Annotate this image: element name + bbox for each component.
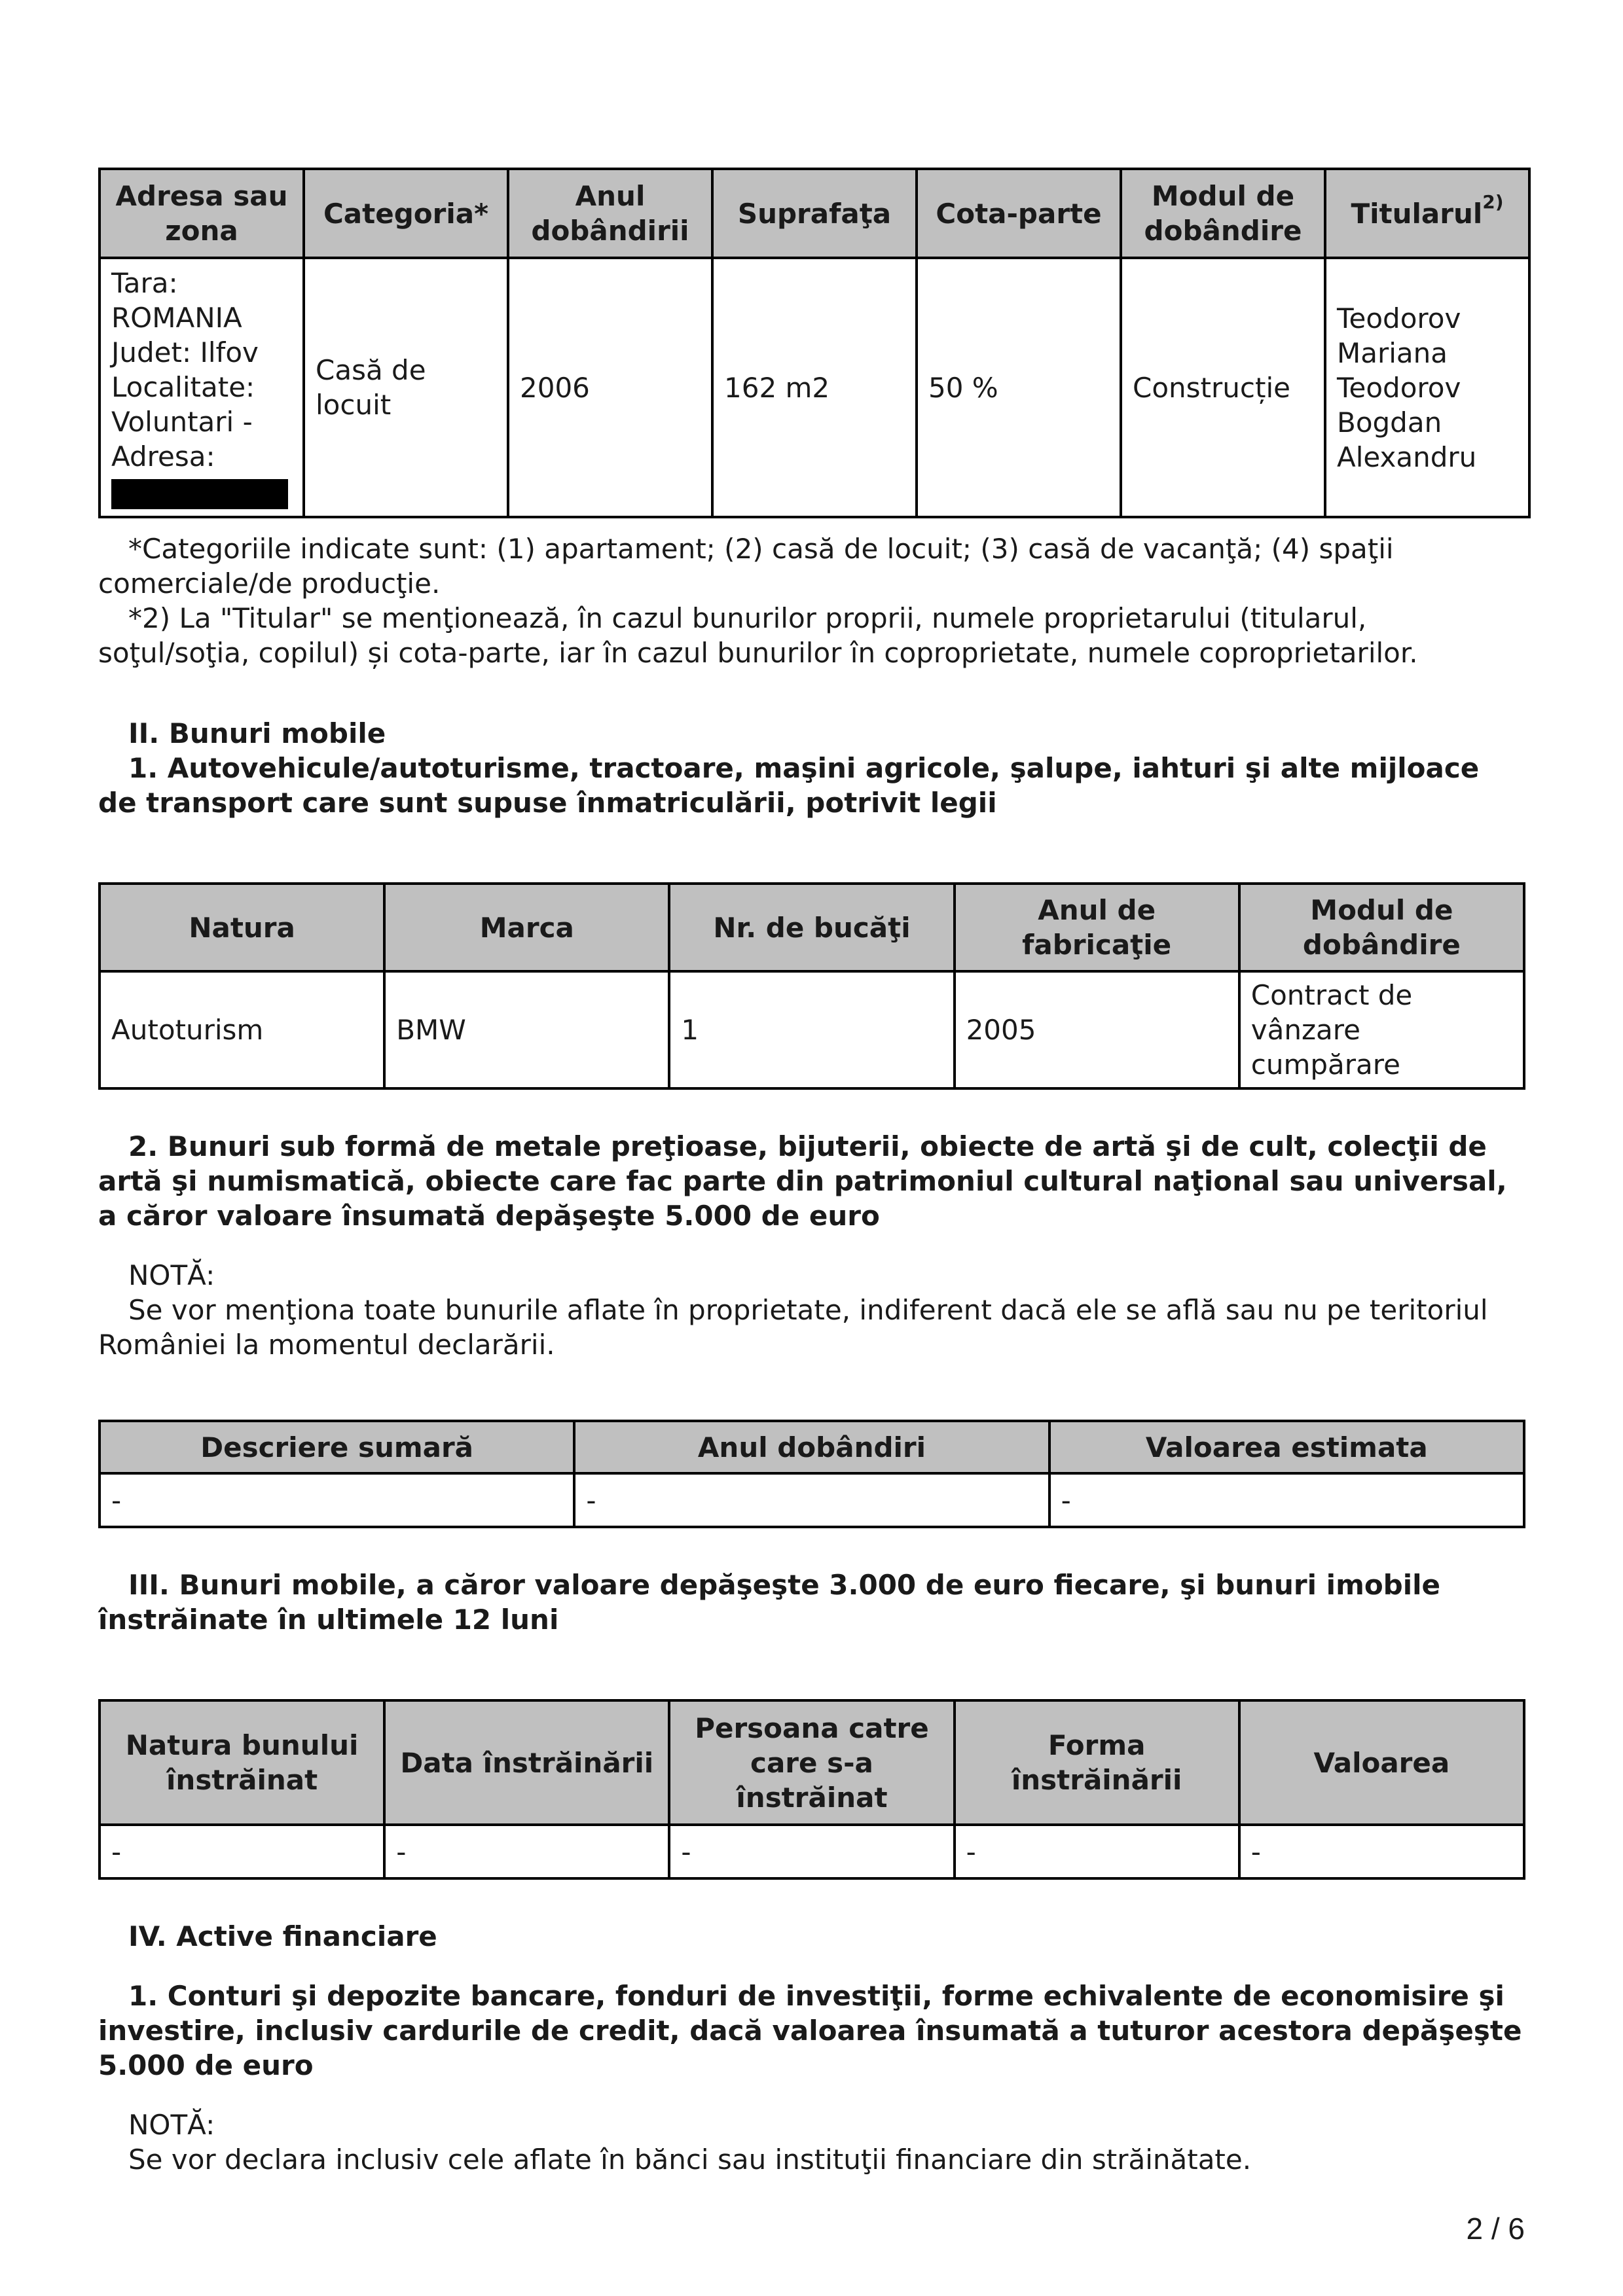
header-persoana: Persoana catre care s-a înstrăinat — [669, 1700, 954, 1825]
header-valoarea: Valoarea — [1239, 1700, 1524, 1825]
cell-nr-bucati: 1 — [669, 971, 954, 1088]
nota-text: Se vor declara inclusiv cele aflate în bănci sau instituţii financiare din străinătate. — [128, 2144, 1252, 2176]
address-line: Voluntari - — [111, 405, 253, 438]
redaction-block — [111, 479, 288, 509]
header-adresa: Adresa sau zona — [100, 169, 304, 258]
cell-anul: 2006 — [508, 258, 712, 517]
header-descriere: Descriere sumară — [100, 1421, 574, 1473]
table-row — [100, 258, 1529, 517]
header-natura-bunului: Natura bunului înstrăinat — [100, 1700, 384, 1825]
address-line: ROMANIA — [111, 301, 242, 334]
header-suprafata: Suprafaţa — [712, 169, 917, 258]
table-row — [100, 971, 1524, 1088]
cell-data-instrainarii: - — [384, 1825, 669, 1878]
footnote-marker: 2) — [1482, 190, 1504, 213]
cell-address — [100, 258, 304, 517]
document-page — [98, 168, 1525, 2177]
cell-natura-bunului: - — [100, 1825, 384, 1878]
header-nr-bucati: Nr. de bucăţi — [669, 884, 954, 971]
nota-label: NOTĂ: — [128, 2109, 215, 2141]
cell-natura: Autoturism — [100, 971, 384, 1088]
address-line: Judet: Ilfov — [111, 336, 259, 368]
header-valoarea-estimata: Valoarea estimata — [1049, 1421, 1524, 1473]
header-cota: Cota-parte — [917, 169, 1121, 258]
nota-label: NOTĂ: — [128, 1259, 215, 1291]
header-modul: Modul de dobândire — [1121, 169, 1325, 258]
alienated-assets-table — [98, 1699, 1525, 1880]
address-line: Tara: — [111, 266, 178, 299]
table-header-row — [100, 884, 1524, 971]
cell-titular: Teodorov Mariana Teodorov Bogdan Alexandru — [1325, 258, 1529, 517]
table-header-row — [100, 169, 1529, 258]
valuables-table — [98, 1420, 1525, 1528]
header-categoria: Categoria* — [304, 169, 508, 258]
table-header-row — [100, 1700, 1524, 1825]
immovable-property-table — [98, 168, 1531, 518]
note-titular: *2) La "Titular" se menţionează, în cazul bunurilor proprii, numele proprietarului (titularul, soţul/soţia, copilul) și cota-parte, iar în cazul bunurilor în coproprietate, numele coproprietarilor. — [98, 602, 1418, 669]
subsection-title: 1. Autovehicule/autoturisme, tractoare, maşini agricole, şalupe, iahturi şi alte mijloace de transport care sunt supuse înmatriculării, potrivit legii — [98, 752, 1480, 819]
cell-persoana: - — [669, 1825, 954, 1878]
header-data-instrainarii: Data înstrăinării — [384, 1700, 669, 1825]
cell-modul-dobandire: Contract de vânzare cumpărare — [1239, 971, 1524, 1088]
cell-forma-instrainarii: - — [955, 1825, 1239, 1878]
note-categorii: *Categoriile indicate sunt: (1) apartament; (2) casă de locuit; (3) casă de vacanţă; (4) spaţii comerciale/de producţie. — [98, 533, 1394, 600]
table-header-row — [100, 1421, 1524, 1473]
cell-valoarea-estimata: - — [1049, 1473, 1524, 1527]
subsection-title: 1. Conturi şi depozite bancare, fonduri de investiţii, forme echivalente de economisire şi investire, inclusiv cardurile de credit, dacă valoarea însumată a tuturor acestora depăşeşte 5.000 de euro — [98, 1980, 1522, 2081]
cell-categoria: Casă de locuit — [304, 258, 508, 517]
address-line: Adresa: — [111, 440, 215, 473]
address-line: Localitate: — [111, 370, 255, 403]
section-title: III. Bunuri mobile, a căror valoare depăşeşte 3.000 de euro fiecare, şi bunuri imobile înstrăinate în ultimele 12 luni — [98, 1569, 1441, 1636]
cell-valoarea: - — [1239, 1825, 1524, 1878]
header-modul-dobandire: Modul de dobândire — [1239, 884, 1524, 971]
cell-modul: Construcție — [1121, 258, 1325, 517]
header-titular — [1325, 169, 1529, 258]
cell-suprafata: 162 m2 — [712, 258, 917, 517]
header-titular-label: Titularul — [1351, 197, 1483, 230]
header-forma-instrainarii: Forma înstrăinării — [955, 1700, 1239, 1825]
cell-descriere: - — [100, 1473, 574, 1527]
page-number: 2 / 6 — [1466, 2212, 1525, 2246]
section-title: IV. Active financiare — [128, 1920, 437, 1952]
subsection-title: 2. Bunuri sub formă de metale preţioase, bijuterii, obiecte de artă şi de cult, colecţii de artă şi numismatică, obiecte care fac parte din patrimoniul cultural naţional sau universal, a căror valoare însumată depăşeşte 5.000 de euro — [98, 1130, 1507, 1232]
cell-cota: 50 % — [917, 258, 1121, 517]
header-natura: Natura — [100, 884, 384, 971]
vehicles-table — [98, 882, 1525, 1090]
table-row — [100, 1825, 1524, 1878]
nota-text: Se vor menţiona toate bunurile aflate în proprietate, indiferent dacă ele se află sau nu pe teritoriul României la momentul declarării. — [98, 1294, 1488, 1361]
section-title: II. Bunuri mobile — [128, 717, 386, 749]
cell-anul-dobandiri: - — [574, 1473, 1049, 1527]
cell-anul-fabricatie: 2005 — [955, 971, 1239, 1088]
header-anul-fabricatie: Anul de fabricaţie — [955, 884, 1239, 971]
header-anul-dobandiri: Anul dobândiri — [574, 1421, 1049, 1473]
header-marca: Marca — [384, 884, 669, 971]
cell-marca: BMW — [384, 971, 669, 1088]
header-anul: Anul dobândirii — [508, 169, 712, 258]
table-row — [100, 1473, 1524, 1527]
